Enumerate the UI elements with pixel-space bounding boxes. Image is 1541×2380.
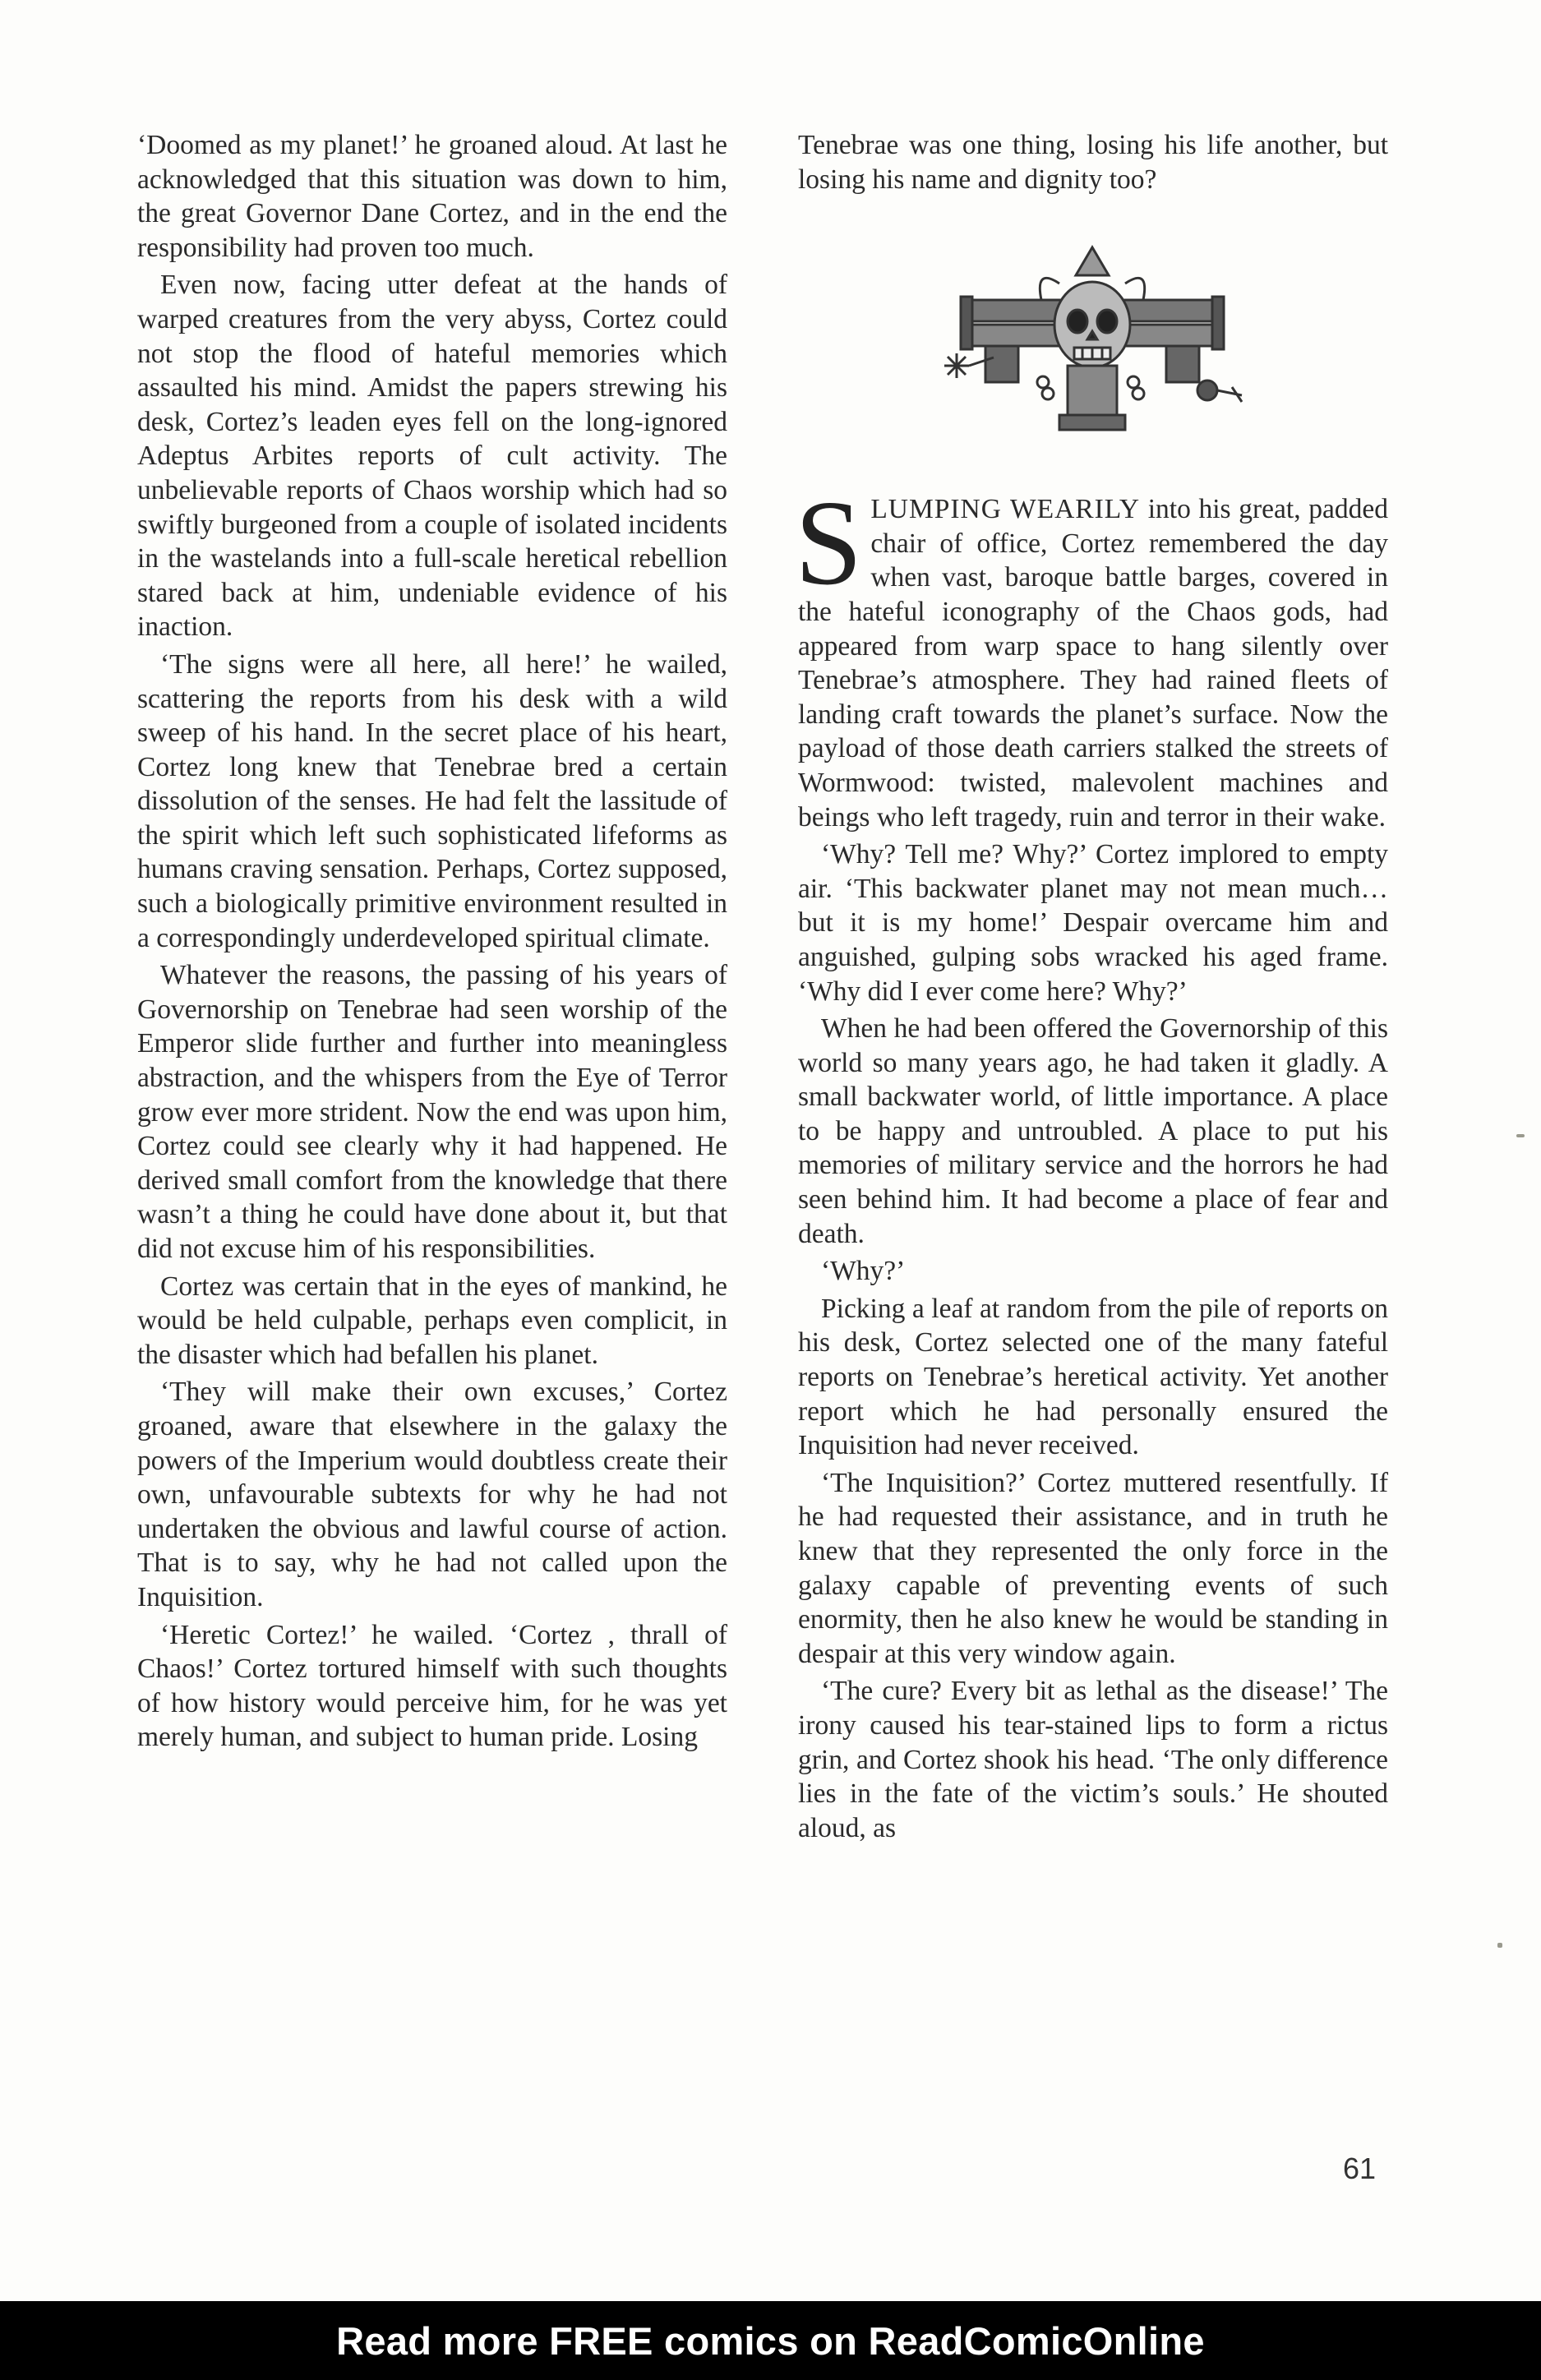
paragraph: ‘Why? Tell me? Why?’ Cortez implored to empty air. ‘This backwater planet may not mean much… but it is my home!’ Despair overcame him and anguished, gulping sobs wracked his aged frame. ‘Why did I ever come here? Why?’ bbox=[798, 839, 1388, 1007]
paper-speck bbox=[1497, 1943, 1502, 1948]
paragraph: ‘The cure? Every bit as lethal as the disease!’ The irony caused his tear-stained lips to form a rictus grin, and Cortez shook his head. ‘The only difference lies in the fate of the victim’s souls.’ He shouted aloud, as bbox=[798, 1676, 1388, 1843]
paragraph: ‘The signs were all here, all here!’ he wailed, scattering the reports from his desk with a wild sweep of his hand. In the secret place of his heart, Cortez long knew that Tenebrae bred a certain dissolution of the senses. He had felt the lassitude of the spirit which left such sophisticated lifeforms as humans craving sensation. Perhaps, Cortez supposed, such a biologically primitive environment resulted in a correspondingly underdeveloped spiritual climate. bbox=[137, 648, 727, 953]
paragraph: ‘Why?’ bbox=[821, 1256, 906, 1287]
promo-banner[interactable] bbox=[0, 2301, 1541, 2380]
page-number: 61 bbox=[1343, 2152, 1377, 2185]
ornament-container bbox=[798, 242, 1388, 436]
dropcap-rest: into his great, padded chair of office, Cortez remembered the day when vast, baroque battle barges, covered in the hateful iconography of the Chaos gods, had appeared from warp space to hang silently over Tenebrae’s atmosphere. They had rained fleets of landing craft towards the planet’s surface. Now the payload of those death carriers stalked the streets of Wormwood: twisted, malevolent machines and beings who left tragedy, ruin and terror in their wake. bbox=[798, 494, 1388, 833]
paragraph: Picking a leaf at random from the pile of reports on his desk, Cortez selected one of the many fateful reports on Tenebrae’s heretical activity. Yet another report which he had personally ensured the Inquisition had never received. bbox=[798, 1293, 1388, 1461]
paragraph: Cortez was certain that in the eyes of mankind, he would be held culpable, perhaps even complicit, in the disaster which had befallen his planet. bbox=[137, 1271, 727, 1370]
left-text-column bbox=[137, 128, 727, 1758]
dropcap-letter: S bbox=[795, 476, 863, 611]
paragraph: Whatever the reasons, the passing of his years of Governorship on Tenebrae had seen worship of the Emperor slide further and further into meaningless abstraction, and the whispers from the Eye of Terror grow ever more strident. Now the end was upon him, Cortez could see clearly why it had happened. He derived small comfort from the knowledge that there wasn’t a thing he could have done about it, but that did not excuse him of his responsibilities. bbox=[137, 960, 727, 1264]
paragraph: Even now, facing utter defeat at the hands of warped creatures from the very abyss, Cortez could not stop the flood of hateful memories which assaulted his mind. Amidst the papers strewing his desk, Cortez’s leaden eyes fell on the long-ignored Adeptus Arbites reports of cult activity. The unbelievable reports of Chaos worship which had so swiftly burgeoned from a couple of isolated incidents in the wastelands into a full-scale heretical rebellion stared back at him, undeniable evidence of his inaction. bbox=[137, 270, 727, 643]
right-text-column bbox=[795, 128, 1388, 1848]
paragraph: ‘The Inquisition?’ Cortez muttered resentfully. If he had requested their assistance, and in truth he knew that they represented the only force in the galaxy capable of preventing events of such enormity, then he also knew he would be standing in despair at this very window again. bbox=[798, 1467, 1388, 1669]
paper-speck bbox=[1516, 1134, 1525, 1137]
dropcap-smallcaps: LUMPING WEARILY bbox=[870, 494, 1141, 525]
dropcap-paragraph bbox=[795, 476, 1388, 834]
promo-banner-text[interactable]: Read more FREE comics on ReadComicOnline bbox=[336, 2318, 1205, 2363]
skull-and-guns-ornament-icon bbox=[936, 242, 1248, 436]
paragraph: ‘Doomed as my planet!’ he groaned aloud. At last he acknowledged that this situation was down to him, the great Governor Dane Cortez, and in the end the responsibility had proven too much. bbox=[137, 130, 727, 263]
paragraph: ‘Heretic Cortez!’ he wailed. ‘Cortez , thrall of Chaos!’ Cortez tortured himself with such thoughts of how history would perceive him, for he was yet merely human, and subject to human pride. Losing bbox=[137, 1619, 727, 1753]
paragraph: When he had been offered the Governorship of this world so many years ago, he had taken it gladly. A small backwater world, of little importance. A place to be happy and untroubled. A place to put his memories of military service and the horrors he had seen behind him. It had become a place of fear and death. bbox=[798, 1013, 1388, 1249]
paragraph: ‘They will make their own excuses,’ Cortez groaned, aware that elsewhere in the galaxy the powers of the Imperium would doubtless create their own, unfavourable subtexts for why he had not undertaken the obvious and lawful course of action. That is to say, why he had not called upon the Inquisition. bbox=[137, 1377, 727, 1612]
paragraph: Tenebrae was one thing, losing his life another, but losing his name and dignity too? bbox=[798, 130, 1388, 195]
